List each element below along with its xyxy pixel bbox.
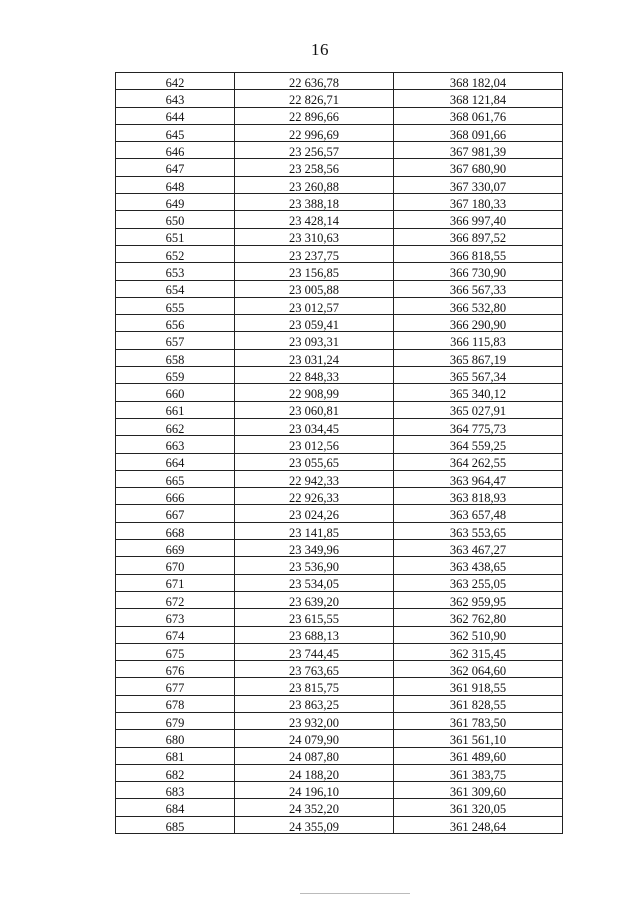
x-coordinate-cell: 23 744,45 bbox=[235, 643, 394, 660]
table-row bbox=[116, 712, 563, 729]
table-row bbox=[116, 522, 563, 539]
y-coordinate-cell: 366 532,80 bbox=[394, 297, 563, 314]
x-coordinate-cell: 24 355,09 bbox=[235, 816, 394, 833]
table-row bbox=[116, 384, 563, 401]
point-number-cell: 673 bbox=[116, 609, 235, 626]
table-row bbox=[116, 211, 563, 228]
y-coordinate-cell: 363 255,05 bbox=[394, 574, 563, 591]
x-coordinate-cell: 22 908,99 bbox=[235, 384, 394, 401]
y-coordinate-cell: 361 489,60 bbox=[394, 747, 563, 764]
table-row bbox=[116, 73, 563, 90]
point-number-cell: 658 bbox=[116, 349, 235, 366]
table-row bbox=[116, 782, 563, 799]
point-number-cell: 667 bbox=[116, 505, 235, 522]
table-row bbox=[116, 540, 563, 557]
y-coordinate-cell: 361 383,75 bbox=[394, 764, 563, 781]
point-number-cell: 680 bbox=[116, 730, 235, 747]
table-row bbox=[116, 764, 563, 781]
x-coordinate-cell: 22 826,71 bbox=[235, 90, 394, 107]
y-coordinate-cell: 366 115,83 bbox=[394, 332, 563, 349]
point-number-cell: 661 bbox=[116, 401, 235, 418]
point-number-cell: 666 bbox=[116, 488, 235, 505]
point-number-cell: 651 bbox=[116, 228, 235, 245]
point-number-cell: 672 bbox=[116, 591, 235, 608]
y-coordinate-cell: 361 320,05 bbox=[394, 799, 563, 816]
table-row bbox=[116, 194, 563, 211]
x-coordinate-cell: 23 349,96 bbox=[235, 540, 394, 557]
x-coordinate-cell: 23 310,63 bbox=[235, 228, 394, 245]
table-row bbox=[116, 626, 563, 643]
y-coordinate-cell: 367 180,33 bbox=[394, 194, 563, 211]
point-number-cell: 670 bbox=[116, 557, 235, 574]
x-coordinate-cell: 23 258,56 bbox=[235, 159, 394, 176]
y-coordinate-cell: 363 438,65 bbox=[394, 557, 563, 574]
table-row bbox=[116, 453, 563, 470]
y-coordinate-cell: 362 315,45 bbox=[394, 643, 563, 660]
x-coordinate-cell: 23 615,55 bbox=[235, 609, 394, 626]
x-coordinate-cell: 23 156,85 bbox=[235, 263, 394, 280]
point-number-cell: 648 bbox=[116, 176, 235, 193]
x-coordinate-cell: 24 196,10 bbox=[235, 782, 394, 799]
y-coordinate-cell: 362 510,90 bbox=[394, 626, 563, 643]
point-number-cell: 650 bbox=[116, 211, 235, 228]
point-number-cell: 646 bbox=[116, 142, 235, 159]
x-coordinate-cell: 23 428,14 bbox=[235, 211, 394, 228]
y-coordinate-cell: 365 867,19 bbox=[394, 349, 563, 366]
table-row bbox=[116, 557, 563, 574]
y-coordinate-cell: 367 680,90 bbox=[394, 159, 563, 176]
point-number-cell: 642 bbox=[116, 73, 235, 90]
y-coordinate-cell: 365 340,12 bbox=[394, 384, 563, 401]
x-coordinate-cell: 23 815,75 bbox=[235, 678, 394, 695]
y-coordinate-cell: 362 064,60 bbox=[394, 661, 563, 678]
point-number-cell: 683 bbox=[116, 782, 235, 799]
y-coordinate-cell: 363 657,48 bbox=[394, 505, 563, 522]
x-coordinate-cell: 23 639,20 bbox=[235, 591, 394, 608]
y-coordinate-cell: 363 818,93 bbox=[394, 488, 563, 505]
y-coordinate-cell: 364 775,73 bbox=[394, 418, 563, 435]
table-row bbox=[116, 470, 563, 487]
x-coordinate-cell: 22 942,33 bbox=[235, 470, 394, 487]
y-coordinate-cell: 362 959,95 bbox=[394, 591, 563, 608]
table-row bbox=[116, 263, 563, 280]
point-number-cell: 678 bbox=[116, 695, 235, 712]
table-row bbox=[116, 643, 563, 660]
y-coordinate-cell: 366 897,52 bbox=[394, 228, 563, 245]
table-row bbox=[116, 176, 563, 193]
point-number-cell: 654 bbox=[116, 280, 235, 297]
table-row bbox=[116, 661, 563, 678]
y-coordinate-cell: 361 561,10 bbox=[394, 730, 563, 747]
x-coordinate-cell: 23 024,26 bbox=[235, 505, 394, 522]
x-coordinate-cell: 23 060,81 bbox=[235, 401, 394, 418]
y-coordinate-cell: 368 121,84 bbox=[394, 90, 563, 107]
table-row bbox=[116, 159, 563, 176]
x-coordinate-cell: 23 237,75 bbox=[235, 245, 394, 262]
x-coordinate-cell: 22 996,69 bbox=[235, 124, 394, 141]
x-coordinate-cell: 22 896,66 bbox=[235, 107, 394, 124]
x-coordinate-cell: 23 256,57 bbox=[235, 142, 394, 159]
point-number-cell: 659 bbox=[116, 367, 235, 384]
y-coordinate-cell: 361 783,50 bbox=[394, 712, 563, 729]
y-coordinate-cell: 361 309,60 bbox=[394, 782, 563, 799]
point-number-cell: 653 bbox=[116, 263, 235, 280]
point-number-cell: 677 bbox=[116, 678, 235, 695]
table-row bbox=[116, 367, 563, 384]
y-coordinate-cell: 362 762,80 bbox=[394, 609, 563, 626]
y-coordinate-cell: 363 553,65 bbox=[394, 522, 563, 539]
y-coordinate-cell: 365 027,91 bbox=[394, 401, 563, 418]
point-number-cell: 663 bbox=[116, 436, 235, 453]
y-coordinate-cell: 363 467,27 bbox=[394, 540, 563, 557]
x-coordinate-cell: 23 260,88 bbox=[235, 176, 394, 193]
table-row bbox=[116, 436, 563, 453]
point-number-cell: 669 bbox=[116, 540, 235, 557]
table-row bbox=[116, 816, 563, 833]
coordinates-table bbox=[115, 72, 563, 834]
table-row bbox=[116, 799, 563, 816]
x-coordinate-cell: 24 188,20 bbox=[235, 764, 394, 781]
table-row bbox=[116, 280, 563, 297]
y-coordinate-cell: 367 330,07 bbox=[394, 176, 563, 193]
table-row bbox=[116, 747, 563, 764]
coordinates-table-body bbox=[116, 73, 563, 834]
x-coordinate-cell: 23 536,90 bbox=[235, 557, 394, 574]
x-coordinate-cell: 23 863,25 bbox=[235, 695, 394, 712]
y-coordinate-cell: 364 262,55 bbox=[394, 453, 563, 470]
point-number-cell: 645 bbox=[116, 124, 235, 141]
y-coordinate-cell: 363 964,47 bbox=[394, 470, 563, 487]
table-row bbox=[116, 142, 563, 159]
y-coordinate-cell: 366 730,90 bbox=[394, 263, 563, 280]
table-row bbox=[116, 315, 563, 332]
table-row bbox=[116, 228, 563, 245]
x-coordinate-cell: 22 848,33 bbox=[235, 367, 394, 384]
point-number-cell: 685 bbox=[116, 816, 235, 833]
x-coordinate-cell: 23 055,65 bbox=[235, 453, 394, 470]
point-number-cell: 681 bbox=[116, 747, 235, 764]
y-coordinate-cell: 366 818,55 bbox=[394, 245, 563, 262]
x-coordinate-cell: 23 059,41 bbox=[235, 315, 394, 332]
bottom-divider bbox=[300, 893, 410, 894]
x-coordinate-cell: 23 763,65 bbox=[235, 661, 394, 678]
x-coordinate-cell: 23 141,85 bbox=[235, 522, 394, 539]
point-number-cell: 664 bbox=[116, 453, 235, 470]
table-row bbox=[116, 124, 563, 141]
x-coordinate-cell: 22 926,33 bbox=[235, 488, 394, 505]
point-number-cell: 684 bbox=[116, 799, 235, 816]
point-number-cell: 643 bbox=[116, 90, 235, 107]
x-coordinate-cell: 23 388,18 bbox=[235, 194, 394, 211]
x-coordinate-cell: 23 005,88 bbox=[235, 280, 394, 297]
point-number-cell: 660 bbox=[116, 384, 235, 401]
page-number: 16 bbox=[311, 40, 329, 59]
table-row bbox=[116, 678, 563, 695]
point-number-cell: 682 bbox=[116, 764, 235, 781]
table-row bbox=[116, 574, 563, 591]
table-row bbox=[116, 418, 563, 435]
point-number-cell: 675 bbox=[116, 643, 235, 660]
y-coordinate-cell: 366 997,40 bbox=[394, 211, 563, 228]
table-row bbox=[116, 332, 563, 349]
table-row bbox=[116, 245, 563, 262]
x-coordinate-cell: 23 012,56 bbox=[235, 436, 394, 453]
point-number-cell: 644 bbox=[116, 107, 235, 124]
table-row bbox=[116, 90, 563, 107]
x-coordinate-cell: 22 636,78 bbox=[235, 73, 394, 90]
y-coordinate-cell: 364 559,25 bbox=[394, 436, 563, 453]
point-number-cell: 662 bbox=[116, 418, 235, 435]
x-coordinate-cell: 23 534,05 bbox=[235, 574, 394, 591]
y-coordinate-cell: 361 918,55 bbox=[394, 678, 563, 695]
y-coordinate-cell: 368 061,76 bbox=[394, 107, 563, 124]
table-row bbox=[116, 297, 563, 314]
table-row bbox=[116, 505, 563, 522]
table-row bbox=[116, 609, 563, 626]
table-row bbox=[116, 695, 563, 712]
x-coordinate-cell: 24 087,80 bbox=[235, 747, 394, 764]
point-number-cell: 652 bbox=[116, 245, 235, 262]
y-coordinate-cell: 367 981,39 bbox=[394, 142, 563, 159]
point-number-cell: 647 bbox=[116, 159, 235, 176]
point-number-cell: 649 bbox=[116, 194, 235, 211]
x-coordinate-cell: 23 688,13 bbox=[235, 626, 394, 643]
y-coordinate-cell: 361 828,55 bbox=[394, 695, 563, 712]
point-number-cell: 679 bbox=[116, 712, 235, 729]
point-number-cell: 657 bbox=[116, 332, 235, 349]
point-number-cell: 656 bbox=[116, 315, 235, 332]
table-row bbox=[116, 591, 563, 608]
y-coordinate-cell: 361 248,64 bbox=[394, 816, 563, 833]
y-coordinate-cell: 368 182,04 bbox=[394, 73, 563, 90]
table-row bbox=[116, 488, 563, 505]
table-row bbox=[116, 401, 563, 418]
y-coordinate-cell: 368 091,66 bbox=[394, 124, 563, 141]
x-coordinate-cell: 24 079,90 bbox=[235, 730, 394, 747]
point-number-cell: 668 bbox=[116, 522, 235, 539]
x-coordinate-cell: 24 352,20 bbox=[235, 799, 394, 816]
y-coordinate-cell: 366 290,90 bbox=[394, 315, 563, 332]
point-number-cell: 655 bbox=[116, 297, 235, 314]
point-number-cell: 676 bbox=[116, 661, 235, 678]
x-coordinate-cell: 23 034,45 bbox=[235, 418, 394, 435]
point-number-cell: 671 bbox=[116, 574, 235, 591]
point-number-cell: 674 bbox=[116, 626, 235, 643]
table-row bbox=[116, 349, 563, 366]
y-coordinate-cell: 365 567,34 bbox=[394, 367, 563, 384]
y-coordinate-cell: 366 567,33 bbox=[394, 280, 563, 297]
x-coordinate-cell: 23 012,57 bbox=[235, 297, 394, 314]
table-row bbox=[116, 730, 563, 747]
point-number-cell: 665 bbox=[116, 470, 235, 487]
table-row bbox=[116, 107, 563, 124]
x-coordinate-cell: 23 093,31 bbox=[235, 332, 394, 349]
x-coordinate-cell: 23 932,00 bbox=[235, 712, 394, 729]
x-coordinate-cell: 23 031,24 bbox=[235, 349, 394, 366]
